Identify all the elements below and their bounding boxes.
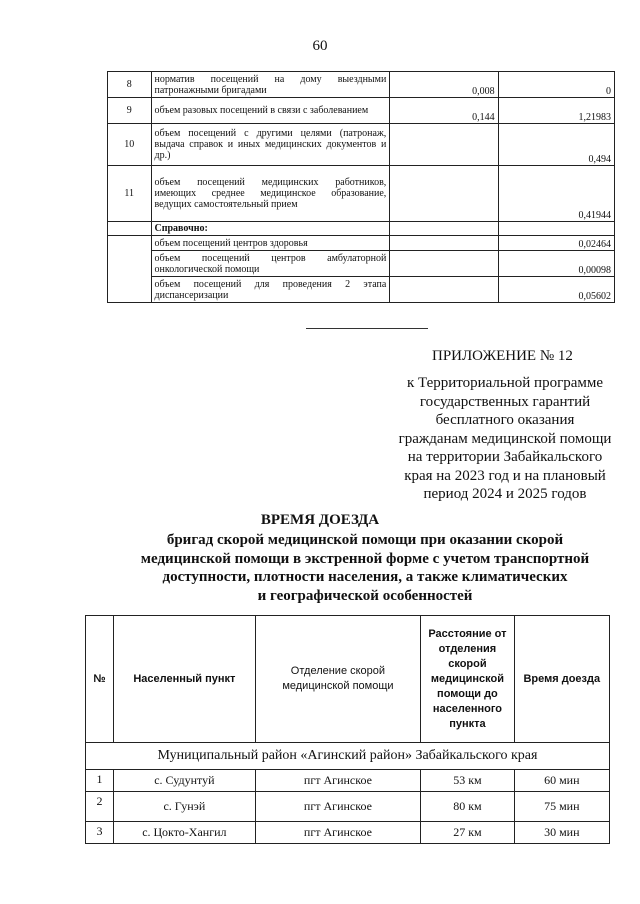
table-row <box>108 251 615 277</box>
row-number: 1 <box>86 770 114 792</box>
row-number: 9 <box>108 98 152 124</box>
subheading-line: доступности, плотности населения, а также климатических <box>162 569 568 585</box>
header-time: Время доезда <box>514 616 609 743</box>
appendix-title: ПРИЛОЖЕНИЕ № 12 <box>432 348 573 364</box>
row-description: объем посещений центров амбулаторной онкологической помощи <box>151 251 390 277</box>
row-value-2: 0,02464 <box>498 236 614 251</box>
row-value-2: 0,41944 <box>498 166 614 222</box>
row-description: объем посещений центров здоровья <box>151 236 390 251</box>
appendix-subtitle-line: к Территориальной программе <box>406 375 604 391</box>
row-description: объем разовых посещений в связи с заболеванием <box>151 98 390 124</box>
district-row <box>86 743 610 770</box>
row-value-1 <box>390 166 498 222</box>
distance-cell: 27 км <box>421 822 514 844</box>
row-number: 10 <box>108 124 152 166</box>
section-subheading <box>100 531 630 605</box>
header-settlement: Населенный пункт <box>114 616 256 743</box>
settlement-cell: с. Цокто-Хангил <box>114 822 256 844</box>
settlement-cell: с. Судунтуй <box>114 770 256 792</box>
row-description: норматив посещений на дому выездными патронажными бригадами <box>151 72 390 98</box>
table-header-row <box>86 616 610 743</box>
distance-cell: 80 км <box>421 792 514 822</box>
row-value-2: 1,21983 <box>498 98 614 124</box>
header-department: Отделение скорой медицинской помощи <box>255 616 421 743</box>
reference-header-row <box>108 222 615 236</box>
distance-cell: 53 км <box>421 770 514 792</box>
time-cell: 60 мин <box>514 770 609 792</box>
row-value-2: 0,494 <box>498 124 614 166</box>
appendix-subtitle-line: края на 2023 год и на плановый <box>404 467 606 484</box>
separator-line <box>306 328 428 329</box>
time-cell: 75 мин <box>514 792 609 822</box>
indicators-table <box>107 71 615 303</box>
table-row <box>86 822 610 844</box>
row-value-2: 0 <box>498 72 614 98</box>
table-row <box>108 124 615 166</box>
row-number: 2 <box>86 792 114 822</box>
row-description: объем посещений медицинских работников, имеющих среднее медицинское образование, ведущих самостоятельный прием <box>151 166 390 222</box>
row-number: 8 <box>108 72 152 98</box>
row-value-2: 0,00098 <box>498 251 614 277</box>
table-row <box>108 277 615 303</box>
appendix-subtitle-line: бесплатного оказания <box>435 412 575 428</box>
appendix-subtitle-line: период 2024 и 2025 годов <box>423 486 587 502</box>
header-distance: Расстояние от отделения скорой медицинской помощи до населенного пункта <box>421 616 514 743</box>
table-row <box>108 98 615 124</box>
row-value-1: 0,144 <box>390 98 498 124</box>
settlement-cell: с. Гунэй <box>114 792 256 822</box>
page-number: 60 <box>312 38 328 54</box>
table-row <box>86 792 610 822</box>
time-cell: 30 мин <box>514 822 609 844</box>
district-name: Муниципальный район «Агинский район» Забайкальского края <box>86 743 610 770</box>
subheading-line: и географической особенностей <box>257 587 473 604</box>
table-row <box>108 72 615 98</box>
header-number: № <box>86 616 114 743</box>
reference-label: Справочно: <box>151 222 390 236</box>
row-value-1 <box>390 124 498 166</box>
table-row <box>108 166 615 222</box>
subheading-line: бригад скорой медицинской помощи при оказании скорой <box>166 532 564 548</box>
table-row <box>108 236 615 251</box>
appendix-subtitle-line: на территории Забайкальского <box>407 449 603 465</box>
department-cell: пгт Агинское <box>255 770 421 792</box>
row-number: 3 <box>86 822 114 844</box>
department-cell: пгт Агинское <box>255 822 421 844</box>
appendix-subtitle <box>390 374 620 504</box>
department-cell: пгт Агинское <box>255 792 421 822</box>
table-row <box>86 770 610 792</box>
row-value-2: 0,05602 <box>498 277 614 303</box>
subheading-line: медицинской помощи в экстренной форме с учетом транспортной <box>140 550 590 567</box>
row-description: объем посещений с другими целями (патронаж, выдача справок и иных медицинских документов и др.) <box>151 124 390 166</box>
row-description: объем посещений для проведения 2 этапа диспансеризации <box>151 277 390 303</box>
appendix-subtitle-line: государственных гарантий <box>419 393 591 410</box>
section-heading: ВРЕМЯ ДОЕЗДА <box>260 512 380 528</box>
row-number: 11 <box>108 166 152 222</box>
appendix-subtitle-line: гражданам медицинской помощи <box>398 430 612 447</box>
travel-time-table <box>85 615 610 844</box>
row-value-1: 0,008 <box>390 72 498 98</box>
